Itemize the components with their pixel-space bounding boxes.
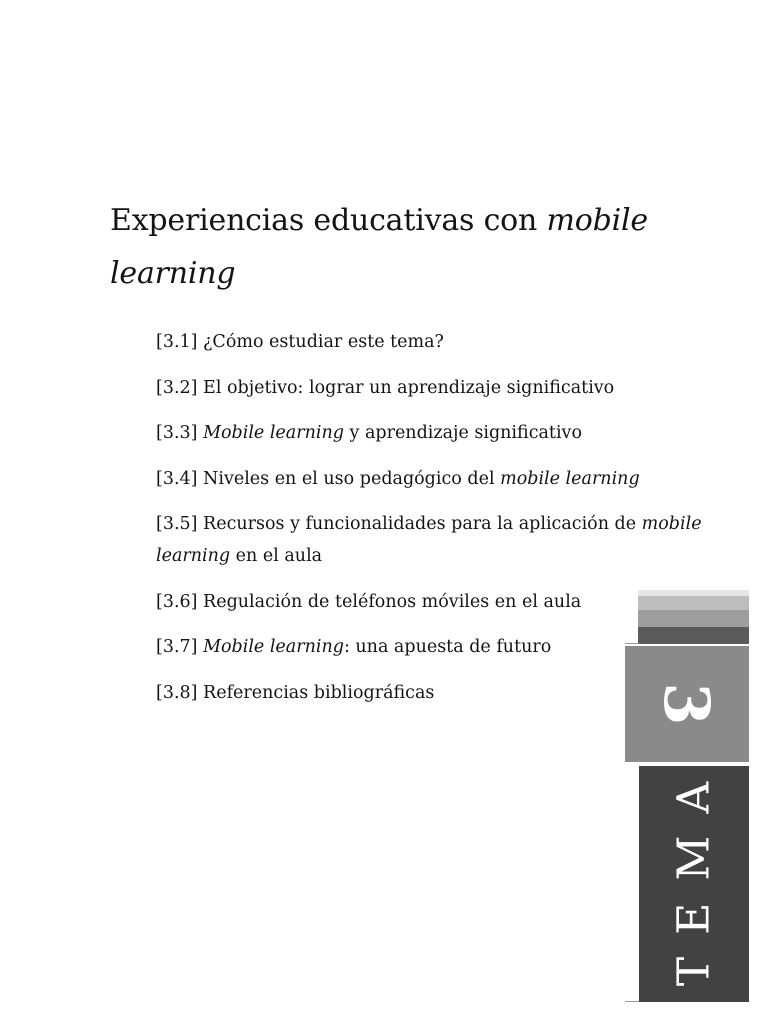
toc-item-italic: Mobile learning — [203, 637, 344, 657]
tab-stripe-light — [638, 596, 749, 610]
chapter-label-box — [639, 759, 749, 1002]
toc-item-label: [3.4] Niveles en el uso pedagógico del — [156, 468, 501, 489]
toc-item-label-end: : una apuesta de futuro — [343, 637, 552, 657]
toc-item-label: [3.6] Regulación de teléfonos móviles en el aula — [156, 591, 582, 612]
toc-item-label: [3.7] — [156, 637, 204, 657]
chapter-title — [110, 194, 670, 300]
toc-item-italic: Mobile learning — [203, 423, 344, 443]
toc-item-label: [3.1] ¿Cómo estudiar este tema? — [156, 332, 444, 352]
chapter-title-italic: mobile learning — [110, 203, 648, 291]
tab-stripe-medium — [638, 610, 749, 627]
chapter-number: 3 — [650, 682, 724, 726]
toc-item-label: [3.3] — [156, 423, 204, 443]
chapter-label: TEMA — [668, 759, 720, 987]
toc-item-italic: mobile learning — [500, 468, 640, 489]
toc-item-label: [3.2] El objetivo: lograr un aprendizaje significativo — [156, 377, 615, 398]
toc-item-label: [3.8] Referencias bibliográficas — [156, 682, 435, 703]
tab-divider-bottom — [625, 1001, 639, 1002]
toc-item-3-4[interactable] — [156, 463, 726, 495]
toc-item-3-1[interactable] — [156, 326, 726, 358]
toc-item-label: [3.5] Recursos y funcionalidades para la aplicación de — [156, 514, 642, 534]
chapter-title-text: Experiencias educativas con — [110, 203, 547, 238]
toc-item-label-end: en el aula — [230, 546, 323, 566]
toc-item-italic: mobile learning — [156, 514, 702, 566]
toc-item-3-2[interactable] — [156, 372, 726, 404]
chapter-number-box — [625, 646, 749, 762]
toc-item-3-3[interactable] — [156, 417, 726, 449]
toc-item-3-5[interactable] — [156, 508, 726, 572]
toc-item-label-end: y aprendizaje significativo — [343, 423, 582, 443]
